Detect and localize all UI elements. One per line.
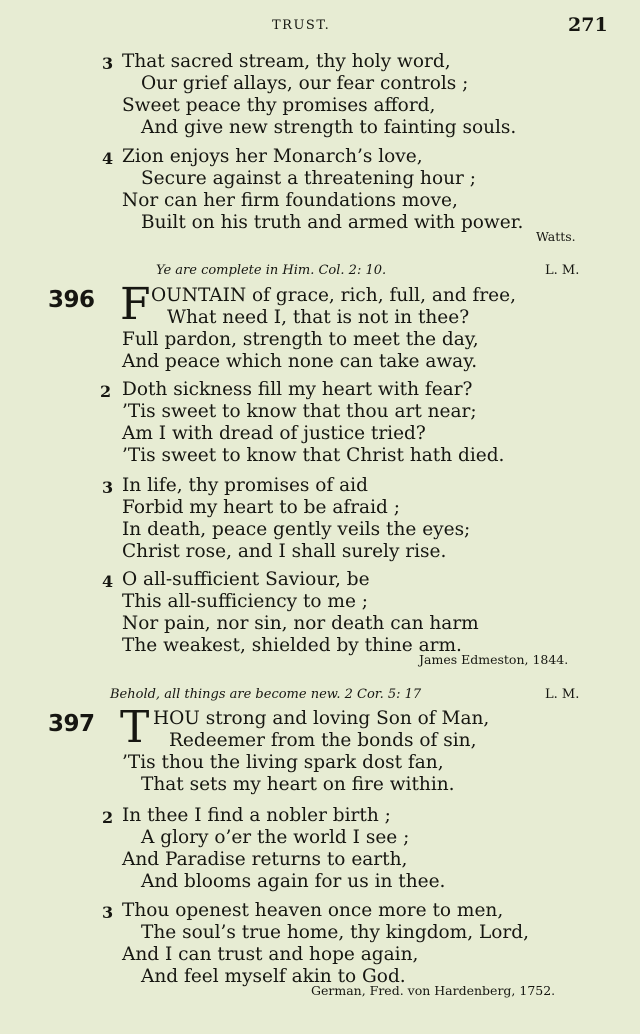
verse-line: Built on his truth and armed with power.: [141, 212, 524, 233]
drop-cap: T: [120, 702, 150, 753]
verse-line: ’Tis sweet to know that Christ hath died.: [122, 445, 505, 466]
verse-line: And peace which none can take away.: [122, 351, 478, 372]
meter-label: L. M.: [545, 687, 580, 702]
author-attribution: James Edmeston, 1844.: [419, 652, 569, 667]
author-attribution: German, Fred. von Hardenberg, 1752.: [311, 983, 556, 998]
verse-line: ’Tis sweet to know that thou art near;: [122, 401, 477, 422]
verse-line: What need I, that is not in thee?: [167, 307, 470, 328]
verse-line: And blooms again for us in thee.: [141, 871, 446, 892]
first-word-rest: OUNTAIN: [151, 285, 247, 306]
verse-number: 4: [102, 149, 114, 168]
verse-line: In life, thy promises of aid: [122, 475, 368, 496]
scripture-reference: Ye are complete in Him. Col. 2: 10.: [156, 263, 387, 278]
verse-line: Doth sickness fill my heart with fear?: [122, 379, 473, 400]
verse-line: That sets my heart on fire within.: [141, 774, 455, 795]
meter-label: L. M.: [545, 263, 580, 278]
hymn-number: 396: [48, 287, 95, 313]
verse-line: In thee I find a nobler birth ;: [122, 805, 391, 826]
verse-line: And Paradise returns to earth,: [122, 849, 408, 870]
verse-line: This all-sufficiency to me ;: [122, 591, 369, 612]
verse-line: Sweet peace thy promises afford,: [122, 95, 436, 116]
verse-line: The soul’s true home, thy kingdom, Lord,: [141, 922, 529, 943]
drop-cap: F: [120, 279, 151, 330]
verse-number: 2: [100, 382, 112, 401]
verse-line: That sacred stream, thy holy word,: [122, 51, 451, 72]
verse-line-first: [153, 708, 489, 730]
first-line-rest: of grace, rich, full, and free,: [246, 285, 516, 306]
verse-line-first: [151, 285, 516, 307]
verse-number: 4: [102, 572, 114, 591]
verse-line: ’Tis thou the living spark dost fan,: [122, 752, 444, 773]
verse-number: 3: [102, 54, 114, 73]
author-attribution: Watts.: [536, 229, 576, 244]
verse-line: Secure against a threatening hour ;: [141, 168, 476, 189]
verse-line: Zion enjoys her Monarch’s love,: [122, 146, 423, 167]
verse-line: Thou openest heaven once more to men,: [122, 900, 504, 921]
verse-line: The weakest, shielded by thine arm.: [122, 635, 462, 656]
verse-line: A glory o’er the world I see ;: [141, 827, 410, 848]
verse-line: Our grief allays, our fear controls ;: [141, 73, 469, 94]
verse-line: And feel myself akin to God.: [141, 966, 406, 987]
page-number: 271: [568, 14, 608, 36]
running-head: TRUST.: [272, 18, 331, 33]
verse-line: In death, peace gently veils the eyes;: [122, 519, 471, 540]
verse-line: And I can trust and hope again,: [122, 944, 419, 965]
hymn-number: 397: [48, 711, 95, 737]
verse-line: Forbid my heart to be afraid ;: [122, 497, 400, 518]
verse-line: Nor pain, nor sin, nor death can harm: [122, 613, 479, 634]
verse-line: Nor can her firm foundations move,: [122, 190, 458, 211]
verse-number: 3: [102, 478, 114, 497]
verse-line: Full pardon, strength to meet the day,: [122, 329, 479, 350]
verse-number: 2: [102, 808, 114, 827]
first-line-rest: strong and loving Son of Man,: [199, 708, 490, 729]
verse-number: 3: [102, 903, 114, 922]
verse-line: Am I with dread of justice tried?: [122, 423, 426, 444]
verse-line: Christ rose, and I shall surely rise.: [122, 541, 447, 562]
verse-line: O all-sufficient Saviour, be: [122, 569, 370, 590]
first-word-rest: HOU: [153, 708, 200, 729]
scripture-reference: Behold, all things are become new. 2 Cor. 5: 17: [110, 687, 422, 702]
verse-line: And give new strength to fainting souls.: [141, 117, 517, 138]
verse-line: Redeemer from the bonds of sin,: [169, 730, 477, 751]
